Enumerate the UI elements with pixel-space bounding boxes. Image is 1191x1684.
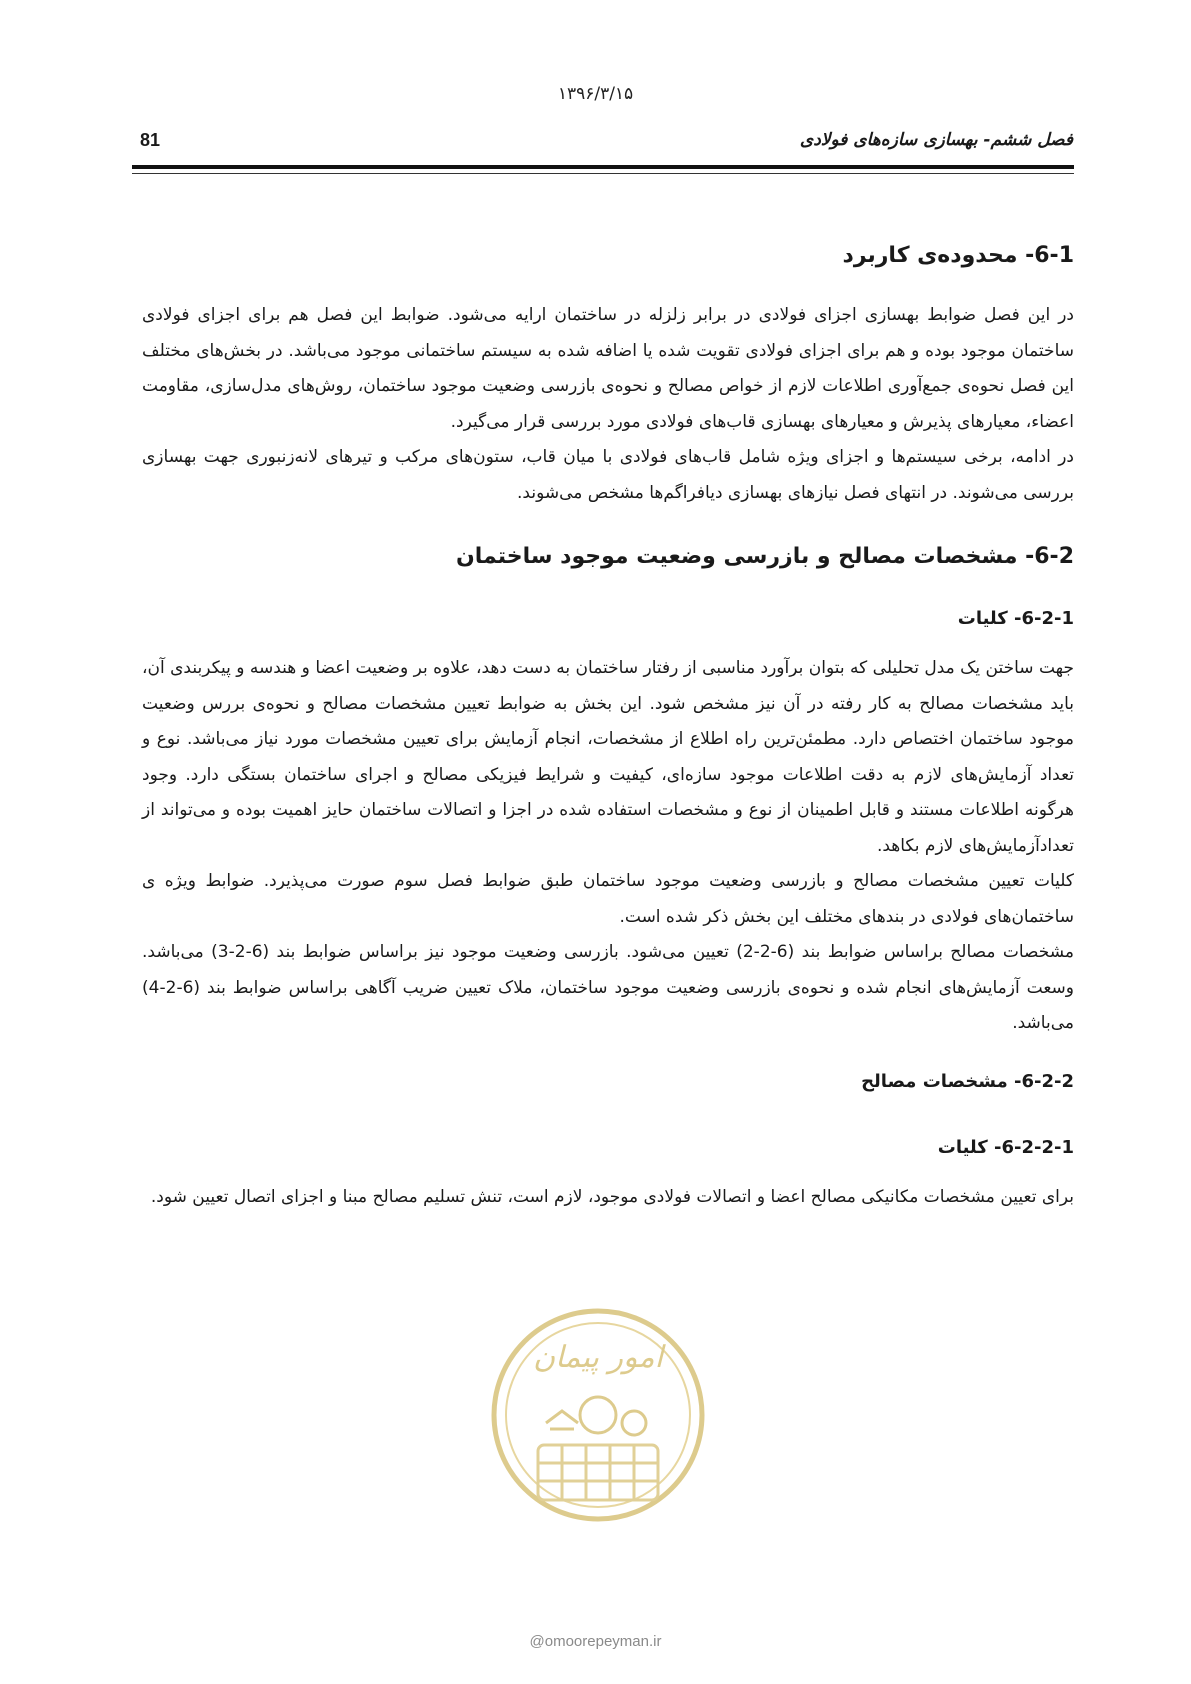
section-heading: 6-2- مشخصات مصالح و بازرسی وضعیت موجود ساختمان — [456, 544, 1074, 569]
document-date: ۱۳۹۶/۳/۱۵ — [557, 84, 634, 104]
subsection-heading: 6-2-1- کلیات — [957, 608, 1074, 629]
paragraph: برای تعیین مشخصات مکانیکی مصالح اعضا و اتصالات فولادی موجود، لازم است، تنش تسلیم مصالح مبنا و اجزای اتصال تعیین شود. — [150, 1186, 1074, 1207]
document-body — [142, 236, 1074, 1215]
subsection-heading: 6-2-2- مشخصات مصالح — [861, 1070, 1074, 1092]
header-rule — [132, 165, 1074, 169]
header-rule-thin — [132, 173, 1074, 174]
chapter-title: فصل ششم- بهسازی سازه‌های فولادی — [799, 130, 1073, 150]
seal-text: امور پیمان — [533, 1340, 663, 1375]
watermark-site: @omoorepeyman.ir — [529, 1633, 662, 1650]
paragraph: در این فصل ضوابط بهسازی اجزای فولادی در برابر زلزله در ساختمان ارایه می‌شود. ضوابط این فصل هم برای اجزای فولادی ساختمان موجود بوده و هم برای اجزای فولادی تقویت شده یا اضافه شده به سیستم ساختمانی موجود می‌باشد. در بخش‌های مختلف این فصل نحوه‌ی جمع‌آوری اطلاعات لازم از خواص مصالح و نحوه‌ی بازرسی وضعیت موجود ساختمان، روش‌های مدل‌سازی، مقاومت اعضاء، معیارهای پذیرش و معیارهای بهسازی قاب‌های فولادی مورد بررسی قرار می‌گیرد. — [142, 305, 1074, 432]
section-heading: 6-1- محدوده‌ی کاربرد — [842, 243, 1074, 268]
paragraph: کلیات تعیین مشخصات مصالح و بازرسی وضعیت موجود ساختمان طبق ضوابط فصل سوم صورت می‌پذیرد. ضوابط ویژه ی ساختمان‌های فولادی در بندهای مختلف این بخش ذکر شده است. — [142, 871, 1074, 927]
paragraph: در ادامه، برخی سیستم‌ها و اجزای ویژه شامل قاب‌های فولادی با میان قاب، ستون‌های مرکب و تیرهای لانه‌زنبوری جهت بهسازی بررسی می‌شوند. در انتهای فصل نیازهای بهسازی دیافراگم‌ها مشخص می‌شوند. — [142, 447, 1074, 503]
paragraph: مشخصات مصالح براساس ضوابط بند (6-2-2) تعیین می‌شود. بازرسی وضعیت موجود نیز براساس ضوابط بند (6-2-3) می‌باشد. وسعت آزمایش‌های انجام شده و نحوه‌ی بازرسی وضعیت موجود ساختمان، ملاک تعیین ضریب آگاهی براساس ضوابط بند (6-2-4) می‌باشد. — [142, 942, 1075, 1033]
watermark-seal — [488, 1305, 708, 1525]
paragraph: جهت ساختن یک مدل تحلیلی که بتوان برآورد مناسبی از رفتار ساختمان به دست دهد، علاوه بر وضعیت اعضا و هندسه و پیکربندی آن، باید مشخصات مصالح به کار رفته در آن نیز مشخص شود. این بخش به ضوابط تعیین مشخصات مصالح و نحوه‌ی بررس وضعیت موجود ساختمان اختصاص دارد. مطمئن‌ترین راه اطلاع از مشخصات، انجام آزمایش برای تعیین مشخصات مورد نیاز می‌باشد. نوع و تعداد آزمایش‌های لازم به دقت اطلاعات موجود سازه‌ای، کیفیت و شرایط فیزیکی مصالح و اجرای ساختمان بستگی دارد. وجود هرگونه اطلاعات مستند و قابل اطمینان از نوع و مشخصات استفاده شده در اجزا و اتصالات ساختمان حایز اهمیت بوده و می‌تواند از تعدادآزمایش‌های لازم بکاهد. — [142, 658, 1074, 856]
subsection-heading: 6-2-2-1- کلیات — [937, 1136, 1074, 1158]
page-number: 81 — [140, 130, 161, 150]
